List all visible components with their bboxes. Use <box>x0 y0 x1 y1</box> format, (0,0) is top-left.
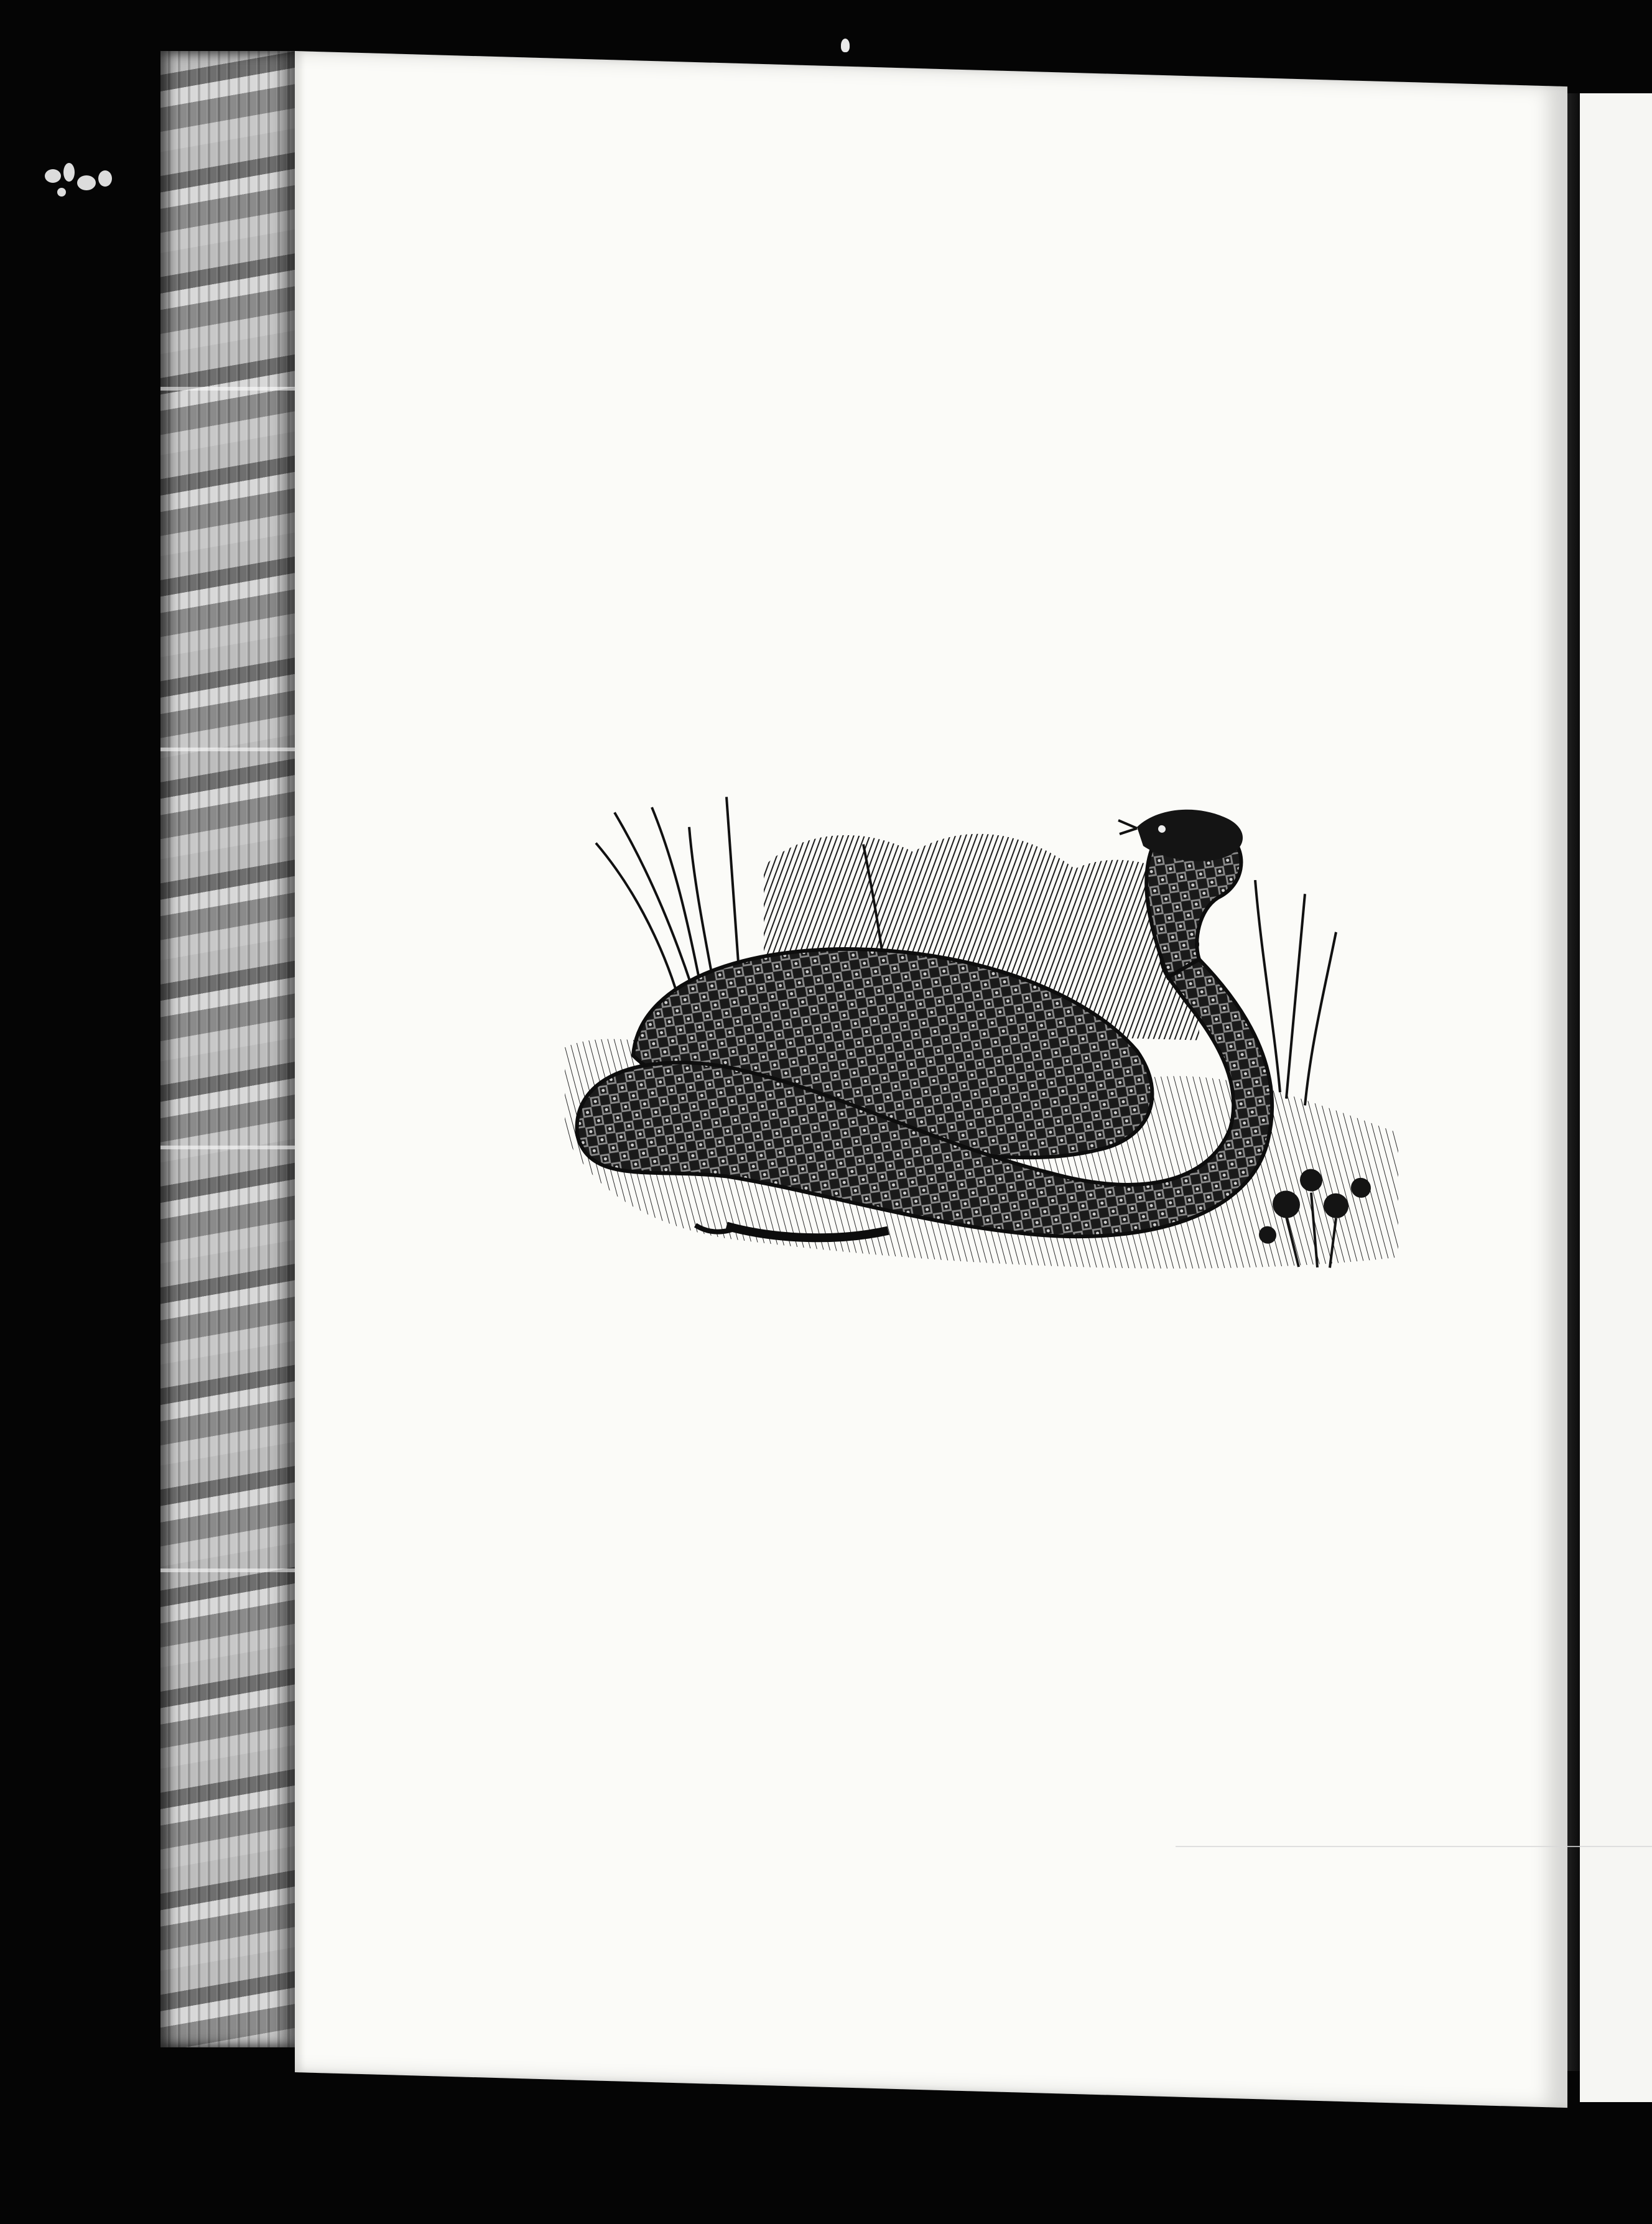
book-page <box>295 51 1567 2108</box>
book-fore-edge <box>160 51 296 2047</box>
viper-engraving <box>540 785 1423 1295</box>
scan-speck <box>39 157 119 213</box>
scan-mark <box>841 39 850 52</box>
scan-artifact-line <box>1176 1846 1652 1847</box>
facing-page <box>1580 93 1652 2102</box>
